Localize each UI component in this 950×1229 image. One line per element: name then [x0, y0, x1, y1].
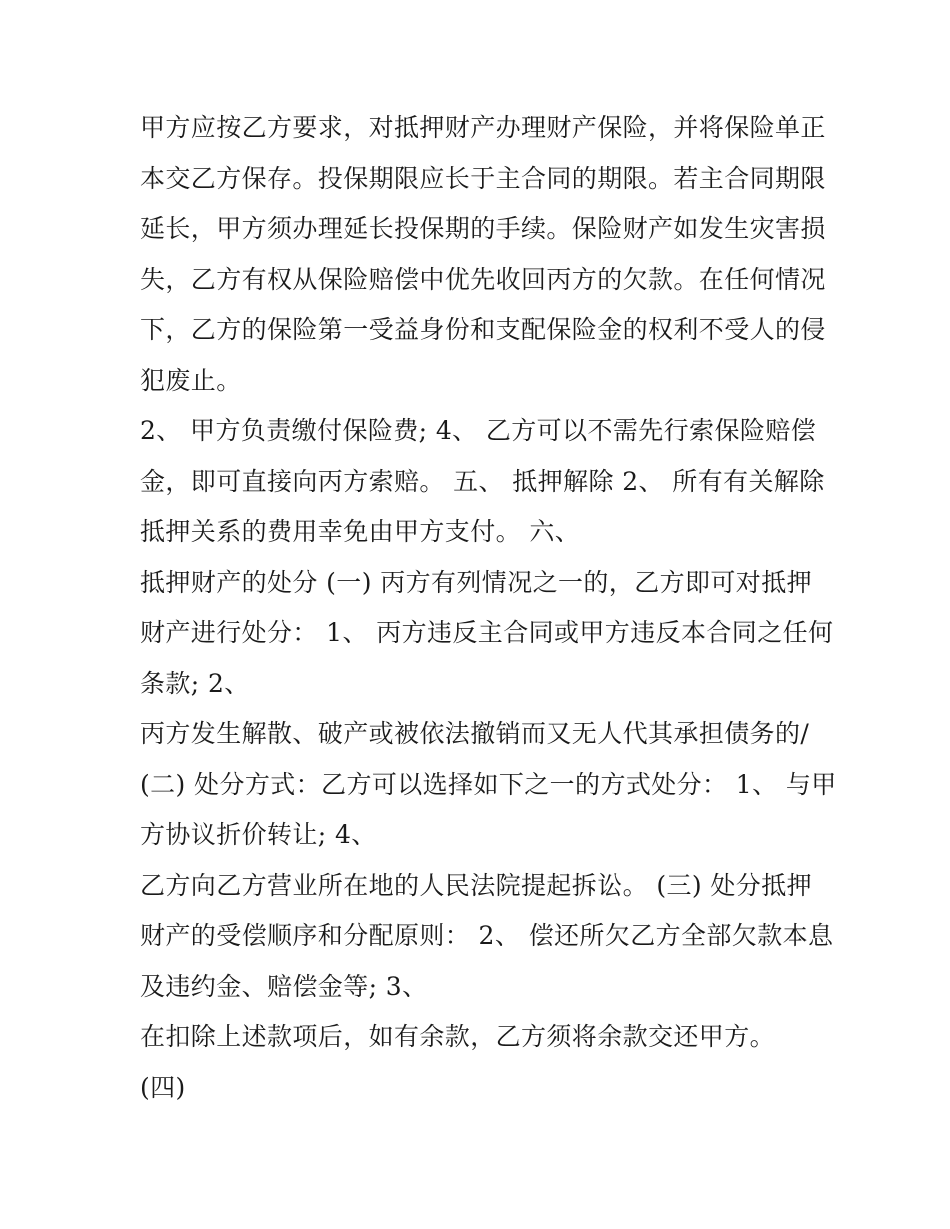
text-line: 方协议折价转让; 4、 — [140, 820, 377, 849]
text-line: 财产的受偿顺序和分配原则： 2、 偿还所欠乙方全部欠款本息 — [140, 921, 834, 950]
text-line: (二) 处分方式：乙方可以选择如下之一的方式处分： 1、 与甲 — [140, 769, 837, 799]
text-line: 乙方向乙方营业所在地的人民法院提起拆讼。 (三) 处分抵押 — [140, 870, 813, 900]
document-body — [140, 103, 837, 1113]
text-line: 失，乙方有权从保险赔偿中优先收回丙方的欠款。在任何情况 — [140, 264, 826, 294]
text-line: 延长，甲方须办理延长投保期的手续。保险财产如发生灾害损 — [140, 214, 826, 243]
text-line: 丙方发生解散、破产或被依法撤销而又无人代其承担债务的/ — [140, 719, 810, 748]
text-line: 甲方应按乙方要求，对抵押财产办理财产保险，并将保险单正 — [140, 113, 826, 142]
text-line: 在扣除上述款项后，如有余款，乙方须将余款交还甲方。 — [140, 1022, 776, 1051]
text-line: 2、 甲方负责缴付保险费; 4、 乙方可以不需先行索保险赔偿 — [140, 416, 817, 445]
text-line: 抵押关系的费用幸免由甲方支付。 六、 — [140, 517, 581, 546]
text-line: 下，乙方的保险第一受益身份和支配保险金的权利不受人的侵 — [140, 315, 826, 344]
text-line: 抵押财产的处分 (一) 丙方有列情况之一的，乙方即可对抵押 — [140, 567, 813, 597]
text-line: 本交乙方保存。投保期限应长于主合同的期限。若主合同期限 — [140, 163, 826, 193]
text-line: 及违约金、赔偿金等; 3、 — [140, 971, 428, 1001]
text-line: 犯废止。 — [140, 365, 242, 395]
text-line: 财产进行处分： 1、 丙方违反主合同或甲方违反本合同之任何 — [140, 618, 834, 647]
text-line: 条款; 2、 — [140, 668, 250, 698]
text-line: (四) — [140, 1072, 186, 1102]
text-line: 金，即可直接向丙方索赔。 五、 抵押解除 2、 所有有关解除 — [140, 466, 825, 496]
